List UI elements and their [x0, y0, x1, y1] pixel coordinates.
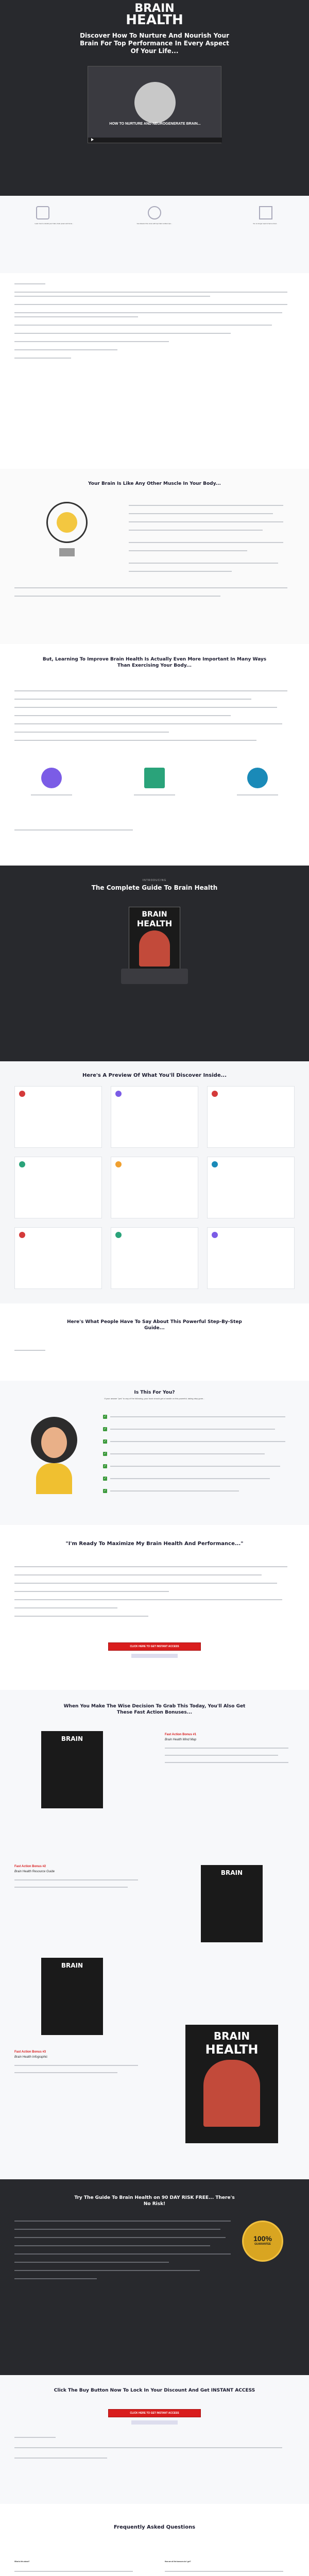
- seal-percent: 100%: [253, 2234, 272, 2243]
- bonus-1-cover: BRAIN: [41, 1731, 103, 1808]
- text-line: [14, 699, 251, 700]
- benefit-1-text: Learn how to rebuild your brain, brain power and focus...: [35, 223, 74, 225]
- text-line: [129, 530, 263, 531]
- text-line: [14, 2458, 107, 2459]
- text-line: [14, 1607, 117, 1608]
- head-icon: [247, 768, 268, 788]
- text-line: [129, 550, 247, 551]
- text-line: [14, 1591, 169, 1592]
- section-title: Here's What People Have To Say About This Powerful Step-By-Step Guide...: [67, 1319, 242, 1331]
- get-access-button[interactable]: CLICK HERE TO GET INSTANT ACCESS: [108, 1642, 201, 1651]
- intro-letter: [0, 273, 309, 469]
- section-title: Your Brain Is Like Any Other Muscle In Your Body...: [88, 481, 221, 486]
- brain-icon: [41, 768, 62, 788]
- text-line: [14, 325, 272, 326]
- bonus-3-cover: BRAIN: [41, 1958, 103, 2035]
- checkmark-icon: ✓: [104, 1428, 107, 1431]
- text-line: [14, 829, 133, 831]
- benefit-3-text: You no longer need to feel so tired...: [252, 223, 278, 225]
- text-line: [14, 1879, 138, 1880]
- section-title: Try The Guide To Brain Health on 90 DAY RISK FREE... There's No Risk!: [74, 2195, 235, 2207]
- video-player[interactable]: [88, 66, 221, 143]
- apple-icon: [212, 1091, 218, 1097]
- bonus-2-cover: BRAIN: [201, 1865, 263, 1942]
- text-line: [14, 304, 287, 305]
- preview-card: [207, 1227, 295, 1289]
- text-line: [110, 1466, 280, 1467]
- checkmark-icon: ✓: [104, 1452, 107, 1455]
- section-title: But, Learning To Improve Brain Health Is Actually Even More Important In Many Ways Than Exercising Your Body...: [42, 657, 267, 668]
- text-line: [14, 349, 117, 350]
- section-title: Click The Buy Button Now To Lock In Your Discount And Get INSTANT ACCESS: [54, 2388, 255, 2393]
- preview-card: [14, 1086, 102, 1148]
- bonus-3-name: Brain Health Infographic: [14, 2056, 48, 2059]
- text-line: [14, 740, 256, 741]
- for-you-section: [0, 1381, 309, 1525]
- brain-icon: [19, 1091, 25, 1097]
- text-line: [14, 596, 220, 597]
- hero-headline: Discover How To Nurture And Nourish Your Brain For Top Performance In Every Aspect Of Your Life...: [80, 32, 229, 55]
- thinking-woman-illustration: [26, 1417, 82, 1494]
- seal-text: GUARANTEE: [254, 2243, 271, 2246]
- section-title: Is This For You?: [134, 1390, 175, 1395]
- guarantee-section: [0, 2179, 309, 2375]
- text-line: [14, 292, 287, 293]
- muscle-section: [0, 469, 309, 644]
- text-line: [14, 358, 71, 359]
- text-line: [129, 542, 283, 543]
- heart-icon: [115, 1091, 122, 1097]
- payment-icons: [131, 2420, 178, 2425]
- preview-card: [14, 1157, 102, 1218]
- bonus-2-name: Brain Health Resource Guide: [14, 1870, 55, 1873]
- buy-now-button[interactable]: CLICK HERE TO GET INSTANT ACCESS: [108, 2409, 201, 2417]
- bonus-1-label: Fast Action Bonus #1: [165, 1733, 197, 1736]
- text-line: [14, 1574, 262, 1575]
- text-line: [110, 1416, 285, 1417]
- text-line: [165, 1748, 288, 1749]
- preview-card: [111, 1157, 198, 1218]
- product-intro-section: [0, 866, 309, 1061]
- logo-top: BRAIN: [134, 2, 175, 15]
- benefit-2-text: Get ahead of the curve with top brain nutrition tips...: [136, 223, 173, 225]
- bonus-3-label: Fast Action Bonus #3: [14, 2050, 46, 2054]
- text-line: [14, 587, 287, 588]
- text-line: [165, 2571, 283, 2572]
- play-icon[interactable]: [91, 138, 94, 141]
- bonus-1-name: Brain Health Mind Map: [165, 1738, 197, 1741]
- preview-section: [0, 1061, 309, 1303]
- faq-item[interactable]: [14, 2561, 133, 2563]
- text-line: [129, 505, 283, 506]
- text-line: [110, 1429, 275, 1430]
- text-line: [14, 2437, 56, 2438]
- text-line: [129, 521, 283, 522]
- ebook-cover: [129, 907, 180, 974]
- bonus-section: [0, 1690, 309, 2179]
- section-subtitle: If your answer "yes" to any of the following, your book should get a handle on this powerful, taking step gone...: [104, 1397, 205, 1400]
- bonus-2-label: Fast Action Bonus #2: [14, 1865, 46, 1868]
- faq-item[interactable]: [165, 2561, 283, 2563]
- cover-title-bottom: HEALTH: [136, 919, 173, 928]
- text-line: [110, 1478, 270, 1479]
- text-line: [14, 1616, 148, 1617]
- text-line: [31, 794, 72, 795]
- faq-question: How are all the bonuses do I get?: [165, 2561, 191, 2563]
- text-line: [14, 707, 277, 708]
- text-line: [110, 1453, 265, 1454]
- importance-section: [0, 644, 309, 866]
- testimonials-section: [0, 1303, 309, 1381]
- faq-title: Frequently Asked Questions: [113, 2524, 196, 2530]
- text-line: [129, 563, 278, 564]
- checkmark-icon: ✓: [104, 1489, 107, 1493]
- moon-icon: [212, 1232, 218, 1238]
- text-line: [165, 1762, 288, 1763]
- video-title: HOW TO NURTURE AND NEUROGENERATE BRAIN...: [109, 122, 201, 126]
- preview-card: [111, 1086, 198, 1148]
- text-line: [165, 1755, 278, 1756]
- text-line: [14, 715, 231, 716]
- preview-card: [111, 1227, 198, 1289]
- text-line: [14, 723, 282, 724]
- preview-card: [207, 1086, 295, 1148]
- logo-bottom: HEALTH: [126, 12, 183, 28]
- guarantee-seal-icon: [242, 2221, 283, 2262]
- text-line: [14, 2571, 133, 2572]
- buy-section: [0, 2375, 309, 2504]
- text-line: [14, 1583, 277, 1584]
- text-line: [14, 316, 138, 317]
- text-line: [14, 2072, 117, 2073]
- text-line: [14, 690, 287, 691]
- text-line: [14, 1887, 128, 1888]
- text-line: [14, 1350, 45, 1351]
- text-line: [14, 1599, 282, 1600]
- checkmark-icon: ✓: [104, 1415, 107, 1418]
- text-line: [110, 1490, 239, 1492]
- text-line: [14, 333, 231, 334]
- section-title: "I'm Ready To Maximize My Brain Health And Performance...": [65, 1541, 244, 1547]
- text-line: [110, 1441, 285, 1442]
- brain-lightbulb-illustration: [36, 502, 98, 574]
- checkmark-icon: ✓: [104, 1440, 107, 1443]
- text-line: [237, 794, 278, 795]
- text-line: [129, 571, 232, 572]
- hero-section: [0, 0, 309, 196]
- faq-question: What is this about?: [14, 2561, 30, 2563]
- section-title: When You Make The Wise Decision To Grab This Today, You'll Also Get These Fast Action Bonuses...: [63, 1704, 246, 1715]
- section-title: Here's A Preview Of What You'll Discover Inside...: [82, 1073, 227, 1078]
- text-line: [134, 794, 175, 795]
- text-line: [14, 283, 45, 284]
- clock-icon: [148, 206, 161, 219]
- leaf-icon: [115, 1232, 122, 1238]
- faq-section: [0, 2504, 309, 2576]
- video-controls[interactable]: [88, 138, 222, 143]
- pill-icon: [19, 1232, 25, 1238]
- presenter-avatar: [134, 82, 176, 123]
- mind-icon: [212, 1161, 218, 1167]
- checkmark-icon: ✓: [104, 1477, 107, 1480]
- text-line: [14, 312, 282, 313]
- section-kicker: INTRODUCING: [142, 879, 167, 882]
- section-title: The Complete Guide To Brain Health: [91, 884, 218, 891]
- preview-card: [14, 1227, 102, 1289]
- cover-portrait: [139, 930, 170, 967]
- ready-section: [0, 1525, 309, 1690]
- ebook-shadow: [121, 969, 188, 984]
- preview-card: [207, 1157, 295, 1218]
- intro-benefits: [0, 196, 309, 273]
- text-line: [129, 513, 273, 514]
- lotus-icon: [19, 1161, 25, 1167]
- laptop-icon: [36, 206, 49, 219]
- cover-title-top: BRAIN: [142, 910, 167, 919]
- text-line: [14, 1566, 287, 1567]
- text-line: [14, 2447, 282, 2448]
- payment-icons: [131, 1654, 178, 1658]
- document-icon: [259, 206, 272, 219]
- sun-icon: [115, 1161, 122, 1167]
- bundle-cover: BRAIN HEALTH: [185, 2025, 278, 2143]
- checkmark-icon: ✓: [104, 1465, 107, 1468]
- text-line: [14, 2065, 138, 2066]
- text-line: [14, 732, 169, 733]
- chart-icon: [144, 768, 165, 788]
- text-line: [14, 296, 210, 297]
- text-line: [14, 341, 169, 342]
